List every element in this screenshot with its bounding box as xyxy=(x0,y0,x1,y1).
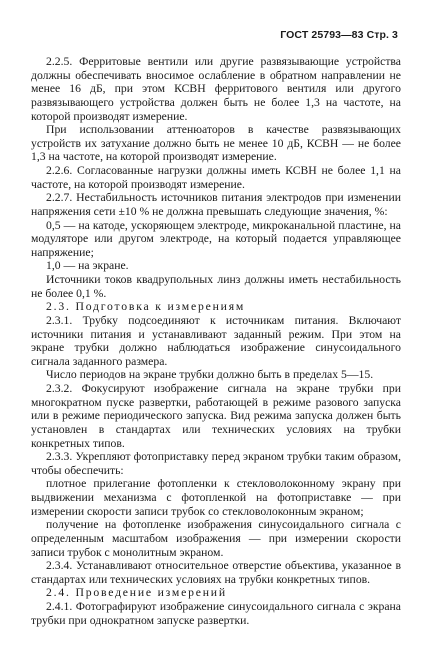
section-heading: 2.3. Подготовка к измерениям xyxy=(46,300,246,314)
paragraph: 2.2.7. Нестабильность источников питания электродов при изменении напряжения сети ±10 % не должна превышать следующие значения, %: xyxy=(31,191,401,218)
document-body xyxy=(31,55,401,627)
page-header: ГОСТ 25793—83 Стр. 3 xyxy=(280,29,398,41)
paragraph: Число периодов на экране трубки должно быть в пределах 5—15. xyxy=(46,368,374,382)
paragraph: 2.2.5. Ферритовые вентили или другие развязывающие устройства должны обеспечивать вносимое ослабление в обратном направлении не менее 16 дБ, при этом КСВН ферритового вентиля или другого развязывающего устройства должен быть не более 1,3 на частоте, на которой производят измерение. xyxy=(31,55,401,123)
paragraph: 2.3.2. Фокусируют изображение сигнала на экране трубки при многократном пуске развертки, работающей в режиме разового запуска или в режиме периодического запуска. Вид режима запуска должен быть установлен в стандартах или технических условиях на трубки конкретных типов. xyxy=(31,382,401,450)
paragraph: 1,0 — на экране. xyxy=(46,259,129,273)
paragraph: 2.3.4. Устанавливают относительное отверстие объектива, указанное в стандартах или технических условиях на трубки конкретных типов. xyxy=(31,559,401,586)
paragraph: получение на фотопленке изображения синусоидального сигнала с определенным масштабом изображения — при измерении скорости записи трубок с монолитным экраном. xyxy=(31,518,401,559)
paragraph: 2.4.1. Фотографируют изображение синусоидального сигнала с экрана трубки при однократном запуске развертки. xyxy=(31,600,401,627)
paragraph: 2.3.3. Укрепляют фотоприставку перед экраном трубки таким образом, чтобы обеспечить: xyxy=(31,450,401,477)
paragraph: 2.2.6. Согласованные нагрузки должны иметь КСВН не более 1,1 на частоте, на которой производят измерение. xyxy=(31,164,401,191)
paragraph: При использовании аттенюаторов в качестве развязывающих устройств их затухание должно быть не менее 10 дБ, КСВН — не более 1,3 на частоте, на которой производят измерение. xyxy=(31,123,401,164)
paragraph: 0,5 — на катоде, ускоряющем электроде, микроканальной пластине, на модуляторе или другом электроде, на который подается управляющее напряжение; xyxy=(31,218,401,259)
section-heading: 2.4. Проведение измерений xyxy=(46,586,227,600)
paragraph: Источники токов квадрупольных линз должны иметь нестабильность не более 0,1 %. xyxy=(31,273,401,300)
paragraph: плотное прилегание фотопленки к стекловолоконному экрану при выдвижении механизма с фотопленкой на фотоприставке — при измерении скорости записи трубок со стекловолоконным экраном; xyxy=(31,477,401,518)
paragraph: 2.3.1. Трубку подсоединяют к источникам питания. Включают источники питания и устанавливают заданный режим. При этом на экране трубки должно наблюдаться изображение синусоидального сигнала заданного размера. xyxy=(31,313,401,368)
